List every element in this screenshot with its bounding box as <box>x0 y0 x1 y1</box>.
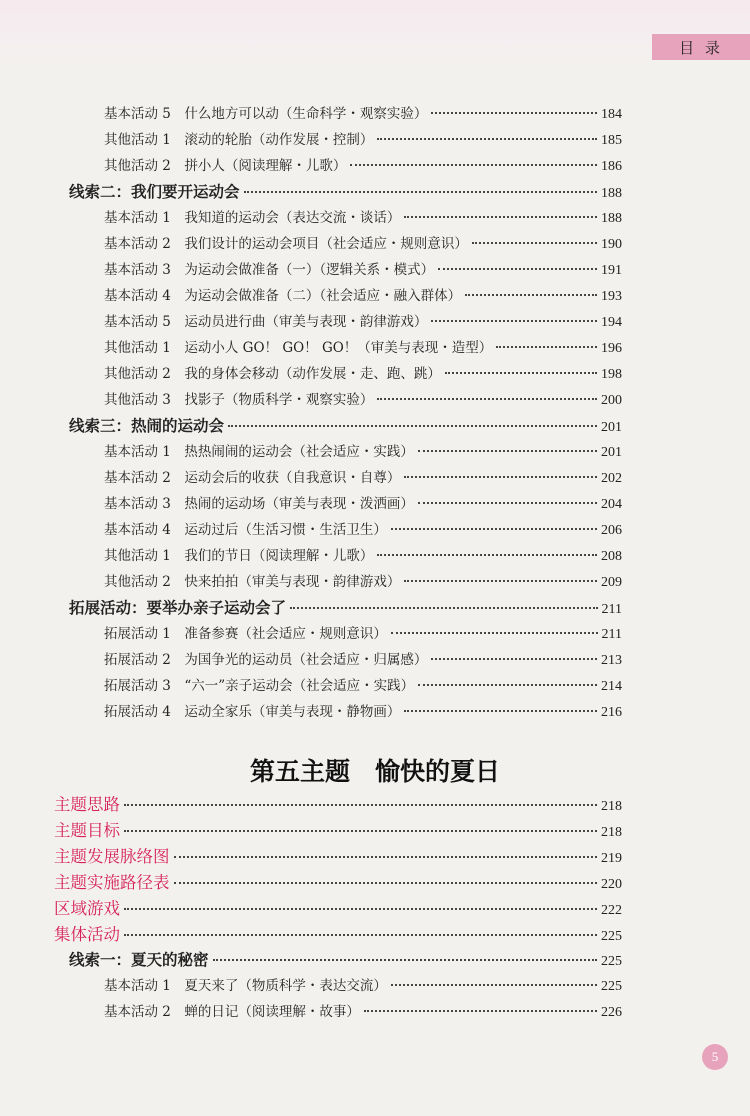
header-band <box>0 0 750 62</box>
dot-leader <box>404 709 597 712</box>
dot-leader <box>391 631 598 634</box>
toc-label: 区域游戏 <box>54 899 120 918</box>
toc-label: 集体活动 <box>54 925 120 944</box>
dot-leader <box>391 983 597 986</box>
toc-section-heading <box>54 895 622 919</box>
toc-label: 主题目标 <box>54 821 120 840</box>
section-label: 目 录 <box>652 34 750 60</box>
toc-section-heading <box>54 921 622 945</box>
toc-label: 主题思路 <box>54 795 120 814</box>
toc-label: 拓展活动 2 为国争光的运动员（社会适应・归属感） <box>104 652 428 668</box>
toc-label: 其他活动 3 找影子（物质科学・观察实验） <box>104 392 374 408</box>
dot-leader <box>445 371 597 374</box>
toc-label: 主题发展脉络图 <box>54 847 170 866</box>
toc-entry <box>104 232 622 253</box>
toc-entry <box>104 974 622 995</box>
toc-label: 其他活动 2 我的身体会移动（动作发展・走、跑、跳） <box>104 366 441 382</box>
dot-leader <box>404 475 597 478</box>
page-number: 5 <box>702 1044 728 1070</box>
dot-leader <box>496 345 597 348</box>
dot-leader <box>124 829 597 832</box>
dot-leader <box>213 958 597 961</box>
toc-clue-heading <box>69 948 622 970</box>
toc-entry <box>104 466 622 487</box>
toc-label: 拓展活动：要举办亲子运动会了 <box>69 599 287 617</box>
toc-entry <box>104 674 622 695</box>
toc-label: 拓展活动 3 “六一”亲子运动会（社会适应・实践） <box>104 678 415 694</box>
dot-leader <box>418 501 597 504</box>
toc-page: 204 <box>601 497 622 512</box>
toc-page: 213 <box>601 653 622 668</box>
toc-page: 219 <box>601 851 622 866</box>
dot-leader <box>290 606 598 609</box>
dot-leader <box>124 933 597 936</box>
toc-page: 225 <box>601 929 622 944</box>
toc-clue-heading <box>69 414 622 436</box>
toc-page: 186 <box>601 159 622 174</box>
dot-leader <box>350 163 597 166</box>
toc-section-heading <box>54 869 622 893</box>
toc-label: 主题实施路径表 <box>54 873 170 892</box>
toc-section-heading <box>54 843 622 867</box>
toc-page: 208 <box>601 549 622 564</box>
toc-label: 其他活动 1 运动小人 GO！ GO！ GO！（审美与表现・造型） <box>104 340 493 356</box>
toc-entry <box>104 440 622 461</box>
toc-page: 201 <box>601 445 622 460</box>
toc-label: 线索一：夏天的秘密 <box>69 951 209 969</box>
dot-leader <box>124 907 597 910</box>
toc-page: 211 <box>601 627 622 642</box>
dot-leader <box>431 657 597 660</box>
toc-entry <box>104 310 622 331</box>
toc-page: 190 <box>601 237 622 252</box>
toc-label: 线索二：我们要开运动会 <box>69 183 240 201</box>
toc-page: 184 <box>601 107 622 122</box>
dot-leader <box>431 111 597 114</box>
toc-page: 222 <box>601 903 622 918</box>
toc-clue-heading <box>69 596 622 618</box>
toc-entry <box>104 206 622 227</box>
theme-title: 第五主题 愉快的夏日 <box>249 757 500 786</box>
toc-entry <box>104 362 622 383</box>
dot-leader <box>404 215 597 218</box>
toc-label: 基本活动 4 运动过后（生活习惯・生活卫生） <box>104 522 387 538</box>
toc-page: 198 <box>601 367 622 382</box>
dot-leader <box>377 397 597 400</box>
toc-label: 其他活动 1 我们的节日（阅读理解・儿歌） <box>104 548 374 564</box>
dot-leader <box>124 803 597 806</box>
toc-entry <box>104 336 622 357</box>
toc-entry <box>104 1000 622 1021</box>
toc-clue-heading <box>69 180 622 202</box>
toc-page: 206 <box>601 523 622 538</box>
toc-label: 拓展活动 1 准备参赛（社会适应・规则意识） <box>104 626 387 642</box>
toc-page: 220 <box>601 877 622 892</box>
toc-label: 拓展活动 4 运动全家乐（审美与表现・静物画） <box>104 704 401 720</box>
toc-page: 201 <box>601 420 622 435</box>
toc-label: 基本活动 5 运动员进行曲（审美与表现・韵律游戏） <box>104 314 428 330</box>
toc-entry <box>104 284 622 305</box>
toc-page: 200 <box>601 393 622 408</box>
dot-leader <box>431 319 597 322</box>
dot-leader <box>377 553 597 556</box>
toc-entry <box>104 102 622 123</box>
toc-page: 193 <box>601 289 622 304</box>
toc-entry <box>104 518 622 539</box>
toc-page: 211 <box>601 602 622 617</box>
toc-page: 196 <box>601 341 622 356</box>
dot-leader <box>465 293 597 296</box>
toc-label: 基本活动 2 运动会后的收获（自我意识・自尊） <box>104 470 401 486</box>
toc-label: 基本活动 2 蝉的日记（阅读理解・故事） <box>104 1004 360 1020</box>
toc-page: 209 <box>601 575 622 590</box>
toc-label: 基本活动 1 我知道的运动会（表达交流・谈话） <box>104 210 401 226</box>
toc-page: 226 <box>601 1005 622 1020</box>
dot-leader <box>377 137 597 140</box>
toc-entry <box>104 128 622 149</box>
toc-entry <box>104 388 622 409</box>
toc-section-heading <box>54 791 622 815</box>
toc-page: 191 <box>601 263 622 278</box>
toc-label: 基本活动 1 热热闹闹的运动会（社会适应・实践） <box>104 444 414 460</box>
toc-label: 其他活动 1 滚动的轮胎（动作发展・控制） <box>104 132 374 148</box>
toc-label: 基本活动 3 热闹的运动场（审美与表现・泼洒画） <box>104 496 414 512</box>
dot-leader <box>418 449 597 452</box>
toc-section-heading <box>54 817 622 841</box>
toc-page: 202 <box>601 471 622 486</box>
toc-label: 基本活动 4 为运动会做准备（二）（社会适应・融入群体） <box>104 288 462 304</box>
toc-entry <box>104 154 622 175</box>
toc-entry <box>104 258 622 279</box>
toc-label: 基本活动 5 什么地方可以动（生命科学・观察实验） <box>104 106 428 122</box>
toc-entry <box>104 622 622 643</box>
toc-label: 基本活动 1 夏天来了（物质科学・表达交流） <box>104 978 387 994</box>
dot-leader <box>472 241 597 244</box>
dot-leader <box>391 527 597 530</box>
toc-entry <box>104 700 622 721</box>
toc-entry <box>104 570 622 591</box>
toc-label: 其他活动 2 快来拍拍（审美与表现・韵律游戏） <box>104 574 401 590</box>
toc-page: 185 <box>601 133 622 148</box>
toc-label: 线索三：热闹的运动会 <box>69 417 225 435</box>
toc-page: 218 <box>601 799 622 814</box>
toc-page: 218 <box>601 825 622 840</box>
dot-leader <box>174 855 598 858</box>
toc-page: 216 <box>601 705 622 720</box>
toc-entry <box>104 544 622 565</box>
toc-entry <box>104 492 622 513</box>
toc-page: 188 <box>601 186 622 201</box>
toc-page: 225 <box>601 979 622 994</box>
toc-entry <box>104 648 622 669</box>
dot-leader <box>404 579 597 582</box>
dot-leader <box>228 424 597 427</box>
toc-label: 其他活动 2 拼小人（阅读理解・儿歌） <box>104 158 347 174</box>
dot-leader <box>244 190 597 193</box>
dot-leader <box>438 267 597 270</box>
toc-page: 225 <box>601 954 622 969</box>
toc-page: 188 <box>601 211 622 226</box>
toc-page: 194 <box>601 315 622 330</box>
dot-leader <box>174 881 598 884</box>
toc-label: 基本活动 2 我们设计的运动会项目（社会适应・规则意识） <box>104 236 468 252</box>
dot-leader <box>418 683 597 686</box>
dot-leader <box>364 1009 597 1012</box>
toc-page: 214 <box>601 679 622 694</box>
toc-label: 基本活动 3 为运动会做准备（一）（逻辑关系・模式） <box>104 262 435 278</box>
